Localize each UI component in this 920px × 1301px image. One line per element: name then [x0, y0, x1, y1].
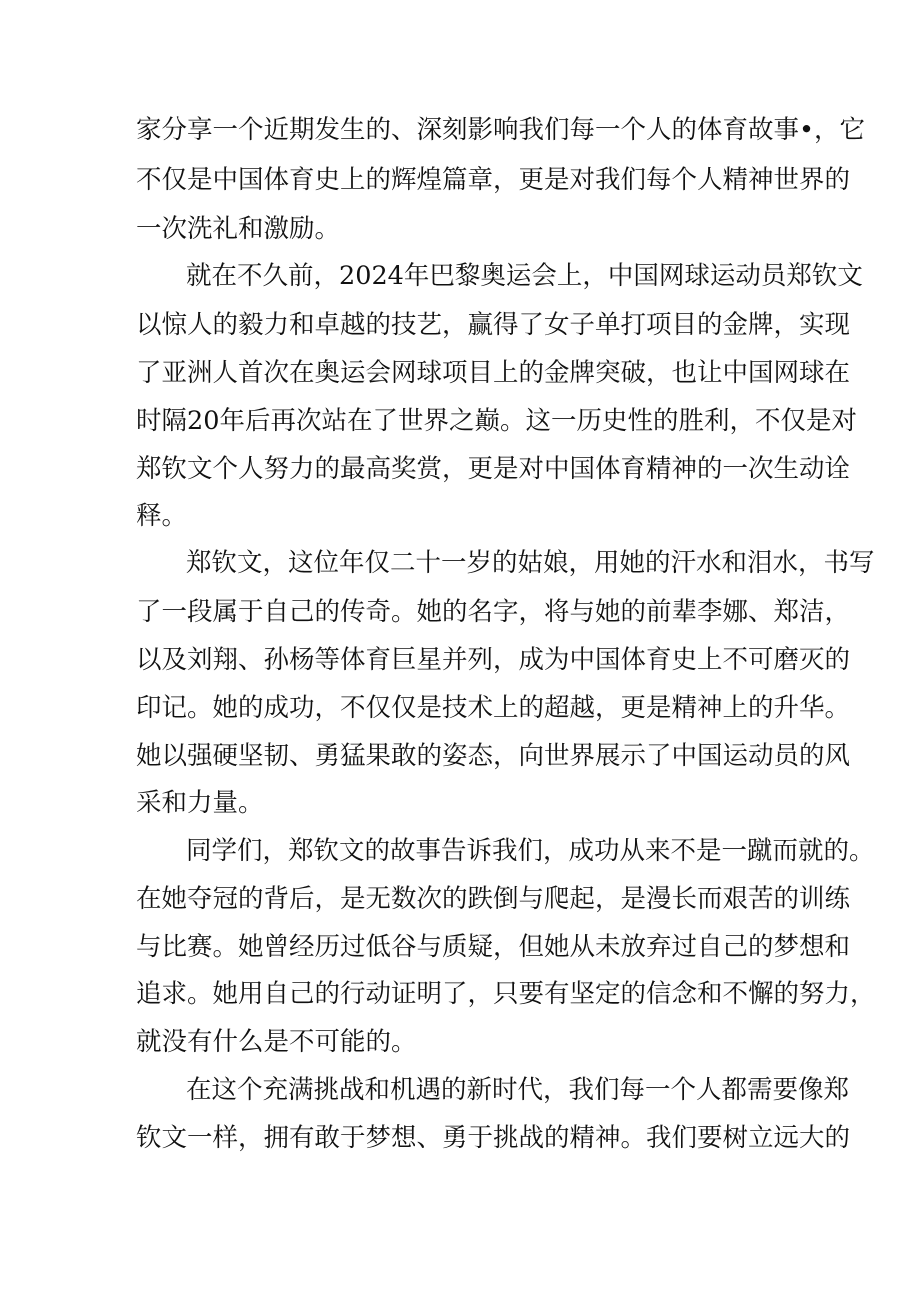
paragraph-4-line-5: 就没有什么是不可能的。: [136, 1027, 417, 1057]
paragraph-3-line-6: 采和力量。: [136, 788, 264, 818]
paragraph-1-line-2: 不仅是中国体育史上的辉煌篇章，更是对我们每个人精神世界的: [136, 165, 851, 195]
paragraph-3-line-5: 她以强硬坚韧、勇猛果敢的姿态，向世界展示了中国运动员的风: [136, 741, 851, 771]
paragraph-4-line-3: 与比赛。她曾经历过低谷与质疑，但她从未放弃过自己的梦想和: [136, 932, 851, 962]
paragraph-3-line-2: 了一段属于自己的传奇。她的名字，将与她的前辈李娜、郑洁，: [136, 597, 851, 627]
paragraph-2-line-3: 了亚洲人首次在奥运会网球项目上的金牌突破，也让中国网球在: [136, 358, 851, 388]
paragraph-3-line-3: 以及刘翔、孙杨等体育巨星并列，成为中国体育史上不可磨灭的: [136, 645, 851, 675]
paragraph-2-line-2: 以惊人的毅力和卓越的技艺，赢得了女子单打项目的金牌，实现: [136, 310, 851, 340]
paragraph-4-line-4: 追求。她用自己的行动证明了，只要有坚定的信念和不懈的努力，: [136, 979, 876, 1009]
paragraph-3-line-1: 郑钦文，这位年仅二十一岁的姑娘，用她的汗水和泪水，书写: [186, 548, 875, 578]
paragraph-4-line-2: 在她夺冠的背后，是无数次的跌倒与爬起，是漫长而艰苦的训练: [136, 884, 851, 914]
paragraph-5-line-2: 钦文一样，拥有敢于梦想、勇于挑战的精神。我们要树立远大的: [136, 1123, 851, 1153]
paragraph-5-line-1: 在这个充满挑战和机遇的新时代，我们每一个人都需要像郑: [186, 1075, 850, 1105]
paragraph-1-line-3: 一次洗礼和激励。: [136, 214, 341, 244]
paragraph-2-line-4: 时隔20年后再次站在了世界之巅。这一历史性的胜利，不仅是对: [136, 406, 857, 436]
paragraph-1-line-1: 家分享一个近期发生的、深刻影响我们每一个人的体育故事•，它: [136, 115, 866, 145]
paragraph-2-line-5: 郑钦文个人努力的最高奖赏，更是对中国体育精神的一次生动诠: [136, 454, 851, 484]
paragraph-2-line-6: 释。: [136, 501, 188, 531]
paragraph-2-line-1: 就在不久前，2024年巴黎奥运会上，中国网球运动员郑钦文: [186, 261, 863, 291]
paragraph-3-line-4: 印记。她的成功，不仅仅是技术上的超越，更是精神上的升华。: [136, 693, 851, 723]
paragraph-4-line-1: 同学们，郑钦文的故事告诉我们，成功从来不是一蹴而就的。: [186, 836, 875, 866]
